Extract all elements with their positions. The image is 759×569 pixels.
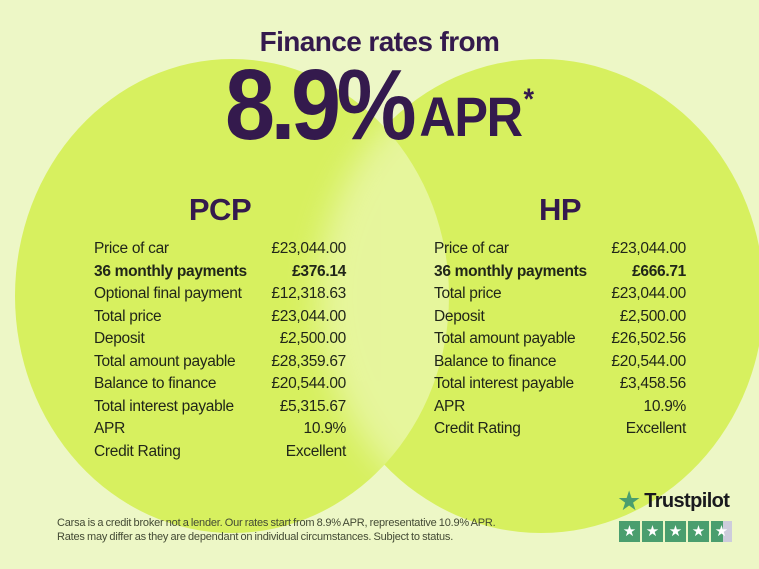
rate-value: 8.9% bbox=[224, 49, 413, 161]
row-value: £20,544.00 bbox=[271, 375, 346, 392]
star-icon: ★ bbox=[622, 523, 637, 540]
row-label: Credit Rating bbox=[94, 442, 181, 460]
hp-table-title: HP bbox=[538, 192, 582, 227]
star-icon: ★ bbox=[645, 523, 660, 540]
table-row bbox=[94, 261, 346, 284]
table-row bbox=[94, 441, 346, 464]
table-row bbox=[94, 283, 346, 306]
row-label: Optional final payment bbox=[94, 285, 242, 302]
table-row bbox=[434, 238, 686, 261]
rating-star-box bbox=[688, 521, 709, 542]
row-value: £2,500.00 bbox=[619, 307, 686, 325]
headline-kicker: Finance rates from bbox=[259, 26, 500, 57]
row-label: Deposit bbox=[434, 307, 485, 325]
row-value: £666.71 bbox=[632, 262, 686, 280]
row-value: £26,502.56 bbox=[611, 330, 686, 347]
pcp-table-rows bbox=[94, 238, 346, 463]
headline-rate bbox=[38, 49, 721, 161]
pcp-table bbox=[94, 194, 346, 463]
table-row bbox=[94, 373, 346, 396]
row-label: 36 monthly payments bbox=[434, 262, 587, 280]
rating-star-box bbox=[665, 521, 686, 542]
row-value: £28,359.67 bbox=[271, 352, 346, 370]
row-value: Excellent bbox=[625, 420, 686, 437]
row-label: Total amount payable bbox=[94, 352, 236, 370]
row-value: £376.14 bbox=[292, 262, 346, 280]
star-icon: ★ bbox=[714, 523, 729, 540]
legal-disclaimer bbox=[57, 517, 517, 544]
pcp-table-title: PCP bbox=[188, 192, 252, 227]
row-value: £3,458.56 bbox=[619, 375, 686, 392]
table-row bbox=[434, 396, 686, 419]
table-row bbox=[434, 306, 686, 329]
row-label: Price of car bbox=[434, 240, 509, 257]
row-label: Deposit bbox=[94, 330, 145, 347]
trustpilot-stars bbox=[619, 521, 739, 542]
table-row bbox=[434, 418, 686, 441]
row-label: Total price bbox=[94, 307, 162, 325]
rate-asterisk: * bbox=[523, 83, 535, 116]
hp-table-rows bbox=[434, 238, 686, 441]
row-value: Excellent bbox=[285, 442, 346, 460]
rating-star-box bbox=[711, 521, 732, 542]
star-icon: ★ bbox=[691, 523, 706, 540]
row-label: 36 monthly payments bbox=[94, 262, 247, 280]
table-row bbox=[434, 328, 686, 351]
trustpilot-logo bbox=[617, 486, 739, 516]
table-row bbox=[434, 373, 686, 396]
row-value: 10.9% bbox=[303, 420, 346, 437]
trustpilot-star-icon: ★ bbox=[617, 485, 642, 516]
table-row bbox=[434, 261, 686, 284]
row-value: £20,544.00 bbox=[611, 352, 686, 370]
row-label: Total amount payable bbox=[434, 330, 576, 347]
rating-star-box bbox=[642, 521, 663, 542]
table-row bbox=[94, 328, 346, 351]
table-row bbox=[94, 418, 346, 441]
row-value: £23,044.00 bbox=[271, 307, 346, 325]
table-row bbox=[434, 283, 686, 306]
rating-star-box bbox=[619, 521, 640, 542]
row-label: Balance to finance bbox=[434, 352, 557, 370]
row-label: APR bbox=[434, 397, 465, 415]
row-value: 10.9% bbox=[643, 397, 686, 415]
disclaimer-line-1: Carsa is a credit broker not a lender. Our rates start from 8.9% APR, representative 10.9% APR. bbox=[57, 517, 496, 529]
row-value: £23,044.00 bbox=[611, 240, 686, 257]
row-label: Balance to finance bbox=[94, 375, 217, 392]
row-value: £23,044.00 bbox=[611, 285, 686, 302]
row-value: £23,044.00 bbox=[271, 240, 346, 257]
row-value: £12,318.63 bbox=[271, 285, 346, 302]
table-row bbox=[94, 351, 346, 374]
row-value: £5,315.67 bbox=[279, 397, 346, 415]
trustpilot-wordmark: Trustpilot bbox=[644, 489, 730, 512]
row-value: £2,500.00 bbox=[279, 330, 346, 347]
hp-table bbox=[434, 194, 686, 441]
trustpilot-badge bbox=[617, 486, 739, 542]
row-label: Price of car bbox=[94, 240, 169, 257]
disclaimer-line-2: Rates may differ as they are dependant on individual circumstances. Subject to status. bbox=[57, 530, 454, 543]
table-row bbox=[94, 306, 346, 329]
row-label: APR bbox=[94, 420, 125, 437]
row-label: Total price bbox=[434, 285, 502, 302]
table-row bbox=[94, 238, 346, 261]
rate-suffix: APR bbox=[419, 85, 522, 148]
row-label: Total interest payable bbox=[434, 375, 574, 392]
star-icon: ★ bbox=[668, 523, 683, 540]
row-label: Credit Rating bbox=[434, 420, 521, 437]
table-row bbox=[94, 396, 346, 419]
row-label: Total interest payable bbox=[94, 397, 234, 415]
table-row bbox=[434, 351, 686, 374]
